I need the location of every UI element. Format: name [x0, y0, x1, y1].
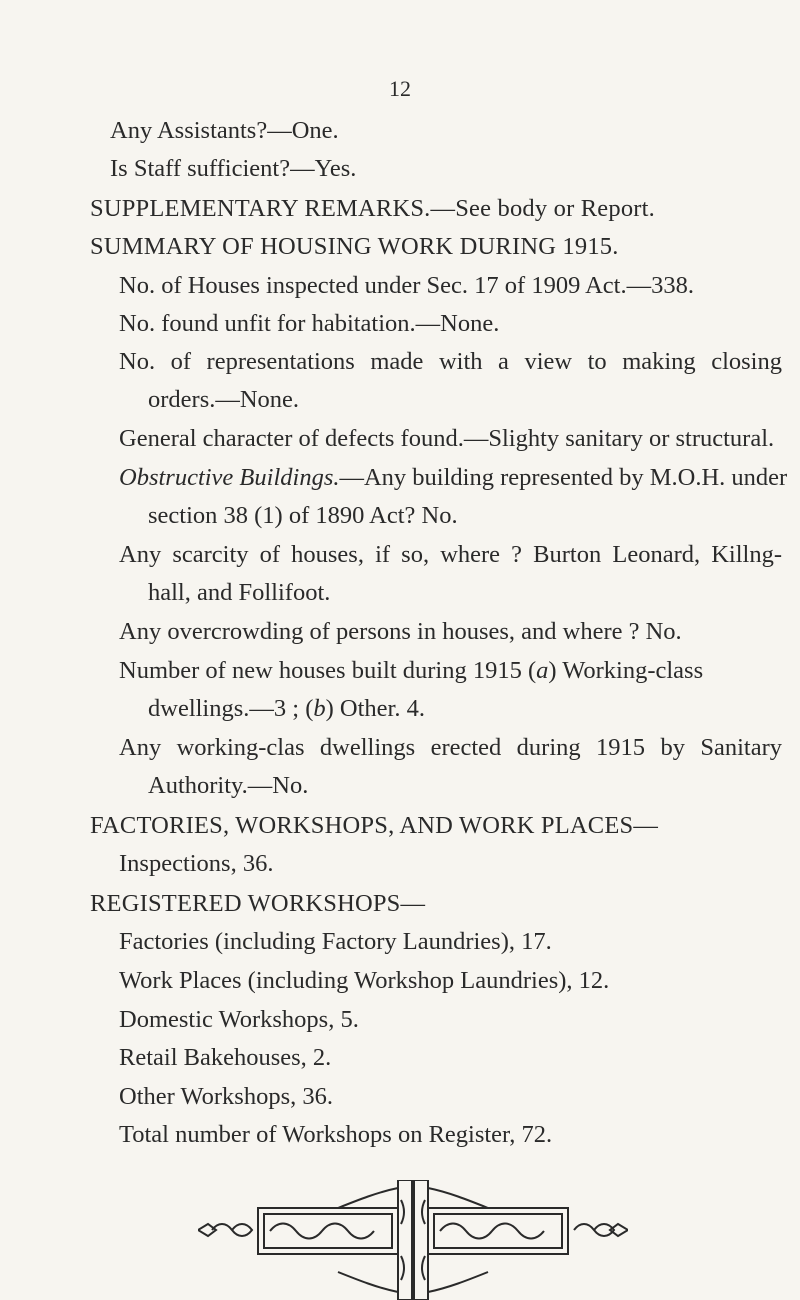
housing-summary-heading: SUMMARY OF HOUSING WORK DURING 1915. [90, 233, 619, 260]
other-workshops-line: Other Workshops, 36. [119, 1083, 333, 1110]
scarcity-line: Any scarcity of houses, if so, where ? Burton Leonard, Killng- [119, 541, 782, 568]
new-houses-continuation [148, 694, 425, 724]
found-unfit-line: No. found unfit for habitation.—None. [119, 310, 500, 337]
new-houses-line [119, 656, 703, 686]
working-clas-line: Any working-clas dwellings erected during 1915 by Sanitary [119, 734, 782, 761]
dwellings-text: dwellings.—3 ; ( [148, 695, 314, 722]
factories-including-line: Factories (including Factory Laundries), 17. [119, 928, 552, 955]
factories-heading: FACTORIES, WORKSHOPS, AND WORK PLACES— [90, 812, 659, 839]
obstructive-buildings-text: —Any building represented by M.O.H. under [339, 464, 788, 491]
representations-continuation: orders.—None. [148, 386, 300, 413]
item-b-letter: b [313, 695, 326, 722]
new-houses-text: Number of new houses built during 1915 ( [119, 657, 537, 684]
item-a-letter: a [536, 657, 549, 684]
overcrowding-line: Any overcrowding of persons in houses, and where ? No. [119, 618, 682, 645]
scarcity-continuation: hall, and Follifoot. [148, 579, 331, 606]
staff-line: Is Staff sufficient?—Yes. [110, 155, 357, 182]
decorative-tailpiece-icon [198, 1180, 628, 1300]
supplementary-remarks-heading: SUPPLEMENTARY REMARKS.—See body or Report. [90, 195, 655, 222]
work-places-line: Work Places (including Workshop Laundries), 12. [119, 967, 610, 994]
general-character-line: General character of defects found.—Slighty sanitary or structural. [119, 425, 775, 452]
working-clas-continuation: Authority.—No. [148, 772, 309, 799]
obstructive-continuation: section 38 (1) of 1890 Act? No. [148, 502, 458, 529]
representations-line: No. of representations made with a view to making closing [119, 348, 782, 375]
new-houses-text-end: ) Working-class [548, 657, 704, 684]
obstructive-buildings-label: Obstructive Buildings. [119, 464, 340, 491]
domestic-workshops-line: Domestic Workshops, 5. [119, 1006, 359, 1033]
page-number: 12 [389, 76, 411, 101]
assistants-line: Any Assistants?—One. [110, 117, 339, 144]
retail-bakehouses-line: Retail Bakehouses, 2. [119, 1044, 332, 1071]
houses-inspected-line: No. of Houses inspected under Sec. 17 of 1909 Act.—338. [119, 272, 694, 299]
inspections-line: Inspections, 36. [119, 850, 274, 877]
registered-workshops-heading: REGISTERED WORKSHOPS— [90, 890, 426, 917]
dwellings-text-end: ) Other. 4. [325, 695, 425, 722]
obstructive-buildings-line [119, 463, 787, 493]
total-workshops-line: Total number of Workshops on Register, 72. [119, 1121, 553, 1148]
